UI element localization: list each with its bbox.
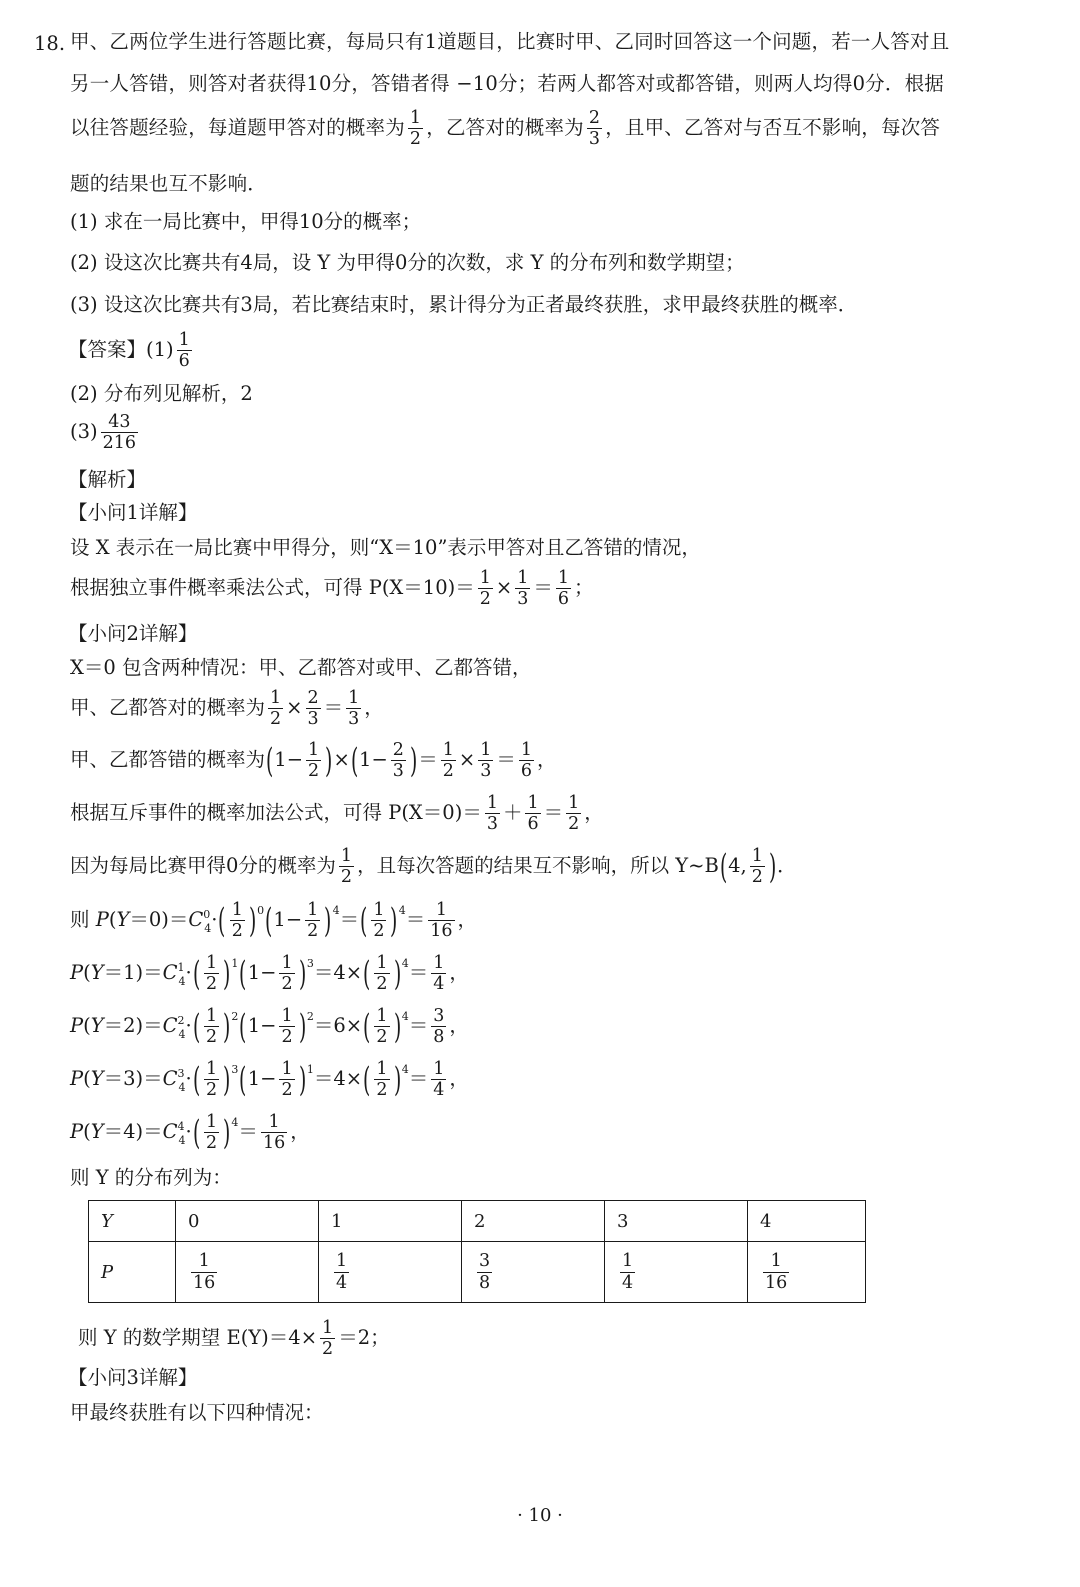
prob-line-y4: $P(Y=4)=C^4_4\cdot$( $\frac{1}{2}$ )$^4$＝ $\frac{1}{16}$ ， [70, 1112, 310, 1154]
prob-line-y3: $P(Y=3)=C^3_4\cdot$( $\frac{1}{2}$ )$^3$(1− $\frac{1}{2}$ )$^1$＝4×( $\frac{1}{2}$ )$^4$＝ $\frac{1}{4}$ ， [70, 1059, 469, 1101]
solution-2-line-4-pre: 根据互斥事件的概率加法公式，可得 P(X＝0)＝ [70, 801, 482, 825]
fraction: $\frac{1}{6}$ [178, 330, 190, 372]
sub-heading-3: 【小问3详解】 [68, 1366, 198, 1389]
solution-2-line-1: X＝0 包含两种情况：甲、乙都答对或甲、乙都答错， [70, 656, 532, 679]
page-number: · 10 · [517, 1505, 563, 1526]
question-2: (2) 设这次比赛共有4局，设 Y 为甲得0分的次数，求 Y 的分布列和数学期望； [70, 251, 745, 274]
question-number: 18. [34, 32, 66, 55]
table-header-cell: 3 [605, 1201, 748, 1242]
prob-line-y2: $P(Y=2)=C^2_4\cdot$( $\frac{1}{2}$ )$^2$(1− $\frac{1}{2}$ )$^2$＝6×( $\frac{1}{2}$ )$^4$＝ $\frac{3}{8}$ ， [70, 1006, 469, 1048]
answer-line-2: (2) 分布列见解析，2 [70, 382, 253, 405]
expectation-pre: 则 Y 的数学期望 E(Y)＝4× [78, 1326, 318, 1350]
sub-heading-2: 【小问2详解】 [68, 622, 198, 645]
table-header-cell: Y [89, 1201, 176, 1242]
analysis-label: 【解析】 [68, 468, 147, 491]
answer-label: 【答案】 [68, 338, 147, 362]
prob-line-y1: $P(Y=1)=C^1_4\cdot$( $\frac{1}{2}$ )$^1$(1− $\frac{1}{2}$ )$^3$＝4×( $\frac{1}{2}$ )$^4$＝ $\frac{1}{4}$ ， [70, 953, 469, 995]
distribution-intro: 则 Y 的分布列为： [70, 1166, 232, 1189]
table-cell: $\frac{3}{8}$ [462, 1242, 605, 1303]
sub-heading-1: 【小问1详解】 [68, 501, 198, 524]
problem-line-2: 另一人答错，则答对者获得10分，答错者得 −10分；若两人都答对或都答错，则两人均得0分．根据 [70, 72, 944, 95]
question-3: (3) 设这次比赛共有3局，若比赛结束时，累计得分为正者最终获胜，求甲最终获胜的概率． [70, 293, 858, 316]
solution-2-line-2: 甲、乙都答对的概率为 $\frac{1}{2}$ × $\frac{2}{3}$ ＝ $\frac{1}{3}$ ， [70, 688, 384, 730]
expectation-post: ＝2； [338, 1326, 390, 1350]
table-row [89, 1242, 866, 1303]
fraction: $\frac{1}{2}$ [409, 108, 422, 150]
problem-line-3-post: ，且甲、乙答对与否互不影响，每次答 [605, 116, 941, 140]
problem-line-1: 甲、乙两位学生进行答题比赛，每局只有1道题目，比赛时甲、乙同时回答这一个问题，若一人答对且 [70, 30, 950, 53]
question-1: (1) 求在一局比赛中，甲得10分的概率； [70, 210, 422, 233]
problem-line-3-pre: 以往答题经验，每道题甲答对的概率为 [70, 116, 405, 140]
solution-2-line-3: 甲、乙都答错的概率为(1− $\frac{1}{2}$ )×(1− $\frac{2}{3}$ )＝ $\frac{1}{2}$ × $\frac{1}{3}$ ＝ $\frac{1}{6}$ ， [70, 740, 557, 782]
table-cell: P [89, 1242, 176, 1303]
fraction: $\frac{43}{216}$ [102, 412, 137, 454]
problem-line-4: 题的结果也互不影响． [70, 172, 268, 195]
table-header-cell: 4 [748, 1201, 866, 1242]
answer-line-3 [70, 412, 141, 453]
solution-2-line-5-mid: ，且每次答题的结果互不影响，所以 Y~B [357, 854, 719, 878]
table-header-cell: 0 [176, 1201, 319, 1242]
solution-1-line-1: 设 X 表示在一局比赛中甲得分，则“X＝10”表示甲答对且乙答错的情况， [70, 536, 701, 559]
table-cell: $\frac{1}{16}$ [748, 1242, 866, 1303]
answer-1-prefix: (1) [146, 338, 174, 362]
table-cell: $\frac{1}{16}$ [176, 1242, 319, 1303]
solution-2-line-5: 因为每局比赛甲得0分的概率为 $\frac{1}{2}$ ，且每次答题的结果互不影响，所以 Y~B(4, $\frac{1}{2}$ )． [70, 846, 797, 888]
table-row [89, 1201, 866, 1242]
solution-1-line-2: 根据独立事件概率乘法公式，可得 P(X＝10)＝ $\frac{1}{2}$ × $\frac{1}{3}$ ＝ $\frac{1}{6}$ ； [70, 568, 594, 610]
distribution-table [88, 1200, 866, 1303]
solution-2-line-2-pre: 甲、乙都答对的概率为 [70, 696, 266, 720]
problem-line-3-mid: ，乙答对的概率为 [426, 116, 584, 140]
answer-line-1 [68, 330, 195, 371]
table-cell: $\frac{1}{4}$ [605, 1242, 748, 1303]
table-cell: $\frac{1}{4}$ [319, 1242, 462, 1303]
expectation-line: 则 Y 的数学期望 E(Y)＝4× $\frac{1}{2}$ ＝2； [78, 1318, 390, 1360]
table-header-cell: 1 [319, 1201, 462, 1242]
solution-2-line-5-pre: 因为每局比赛甲得0分的概率为 [70, 854, 336, 878]
solution-2-line-4: 根据互斥事件的概率加法公式，可得 P(X＝0)＝ $\frac{1}{3}$ ＋ $\frac{1}{6}$ ＝ $\frac{1}{2}$ ， [70, 793, 604, 835]
fraction: $\frac{2}{3}$ [588, 108, 601, 150]
solution-2-line-3-pre: 甲、乙都答错的概率为 [70, 748, 266, 772]
prob-line-y0: 则 $P(Y=0)=C^0_4\cdot$( $\frac{1}{2}$ )$^0$(1− $\frac{1}{2}$ )$^4$＝( $\frac{1}{2}$ )$^4$＝ $\frac{1}{16}$ ， [70, 900, 478, 942]
answer-3-prefix: (3) [70, 420, 98, 444]
table-header-cell: 2 [462, 1201, 605, 1242]
solution-3-line-1: 甲最终获胜有以下四种情况： [70, 1401, 324, 1424]
problem-line-3 [70, 108, 940, 149]
solution-1-line-2-pre: 根据独立事件概率乘法公式，可得 P(X＝10)＝ [70, 576, 475, 600]
